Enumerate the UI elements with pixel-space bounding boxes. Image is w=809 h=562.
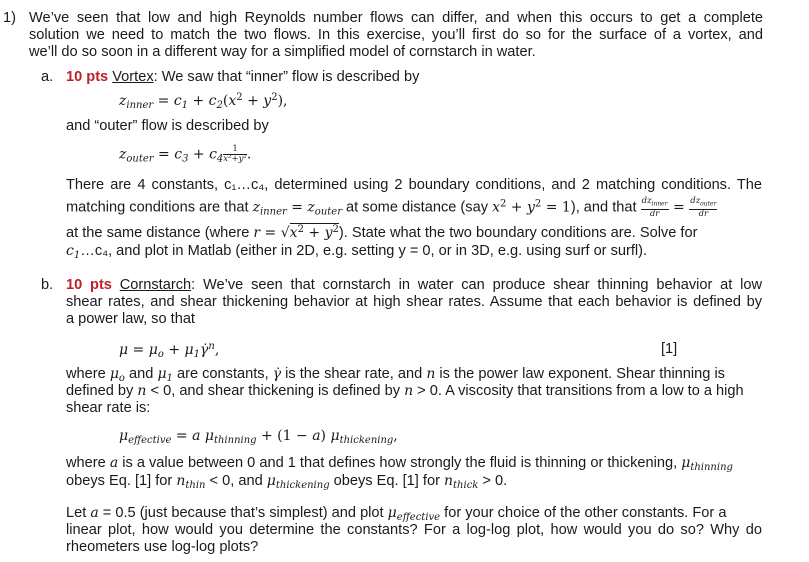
part-b-final-line-2: linear plot, how would you determine the constants? For a log-log plot, how would you do so? Why do [66, 522, 762, 538]
part-b-final-line-1: Let a = 0.5 (just because that’s simplest) and plot $\mu_{effective}$ for your choice of the other constants. For a [66, 505, 727, 523]
part-b-line-3: a power law, so that [66, 311, 195, 327]
part-b-line-1: 10 pts Cornstarch: We’ve seen that cornstarch in water can produce shear thinning behavior at low [66, 277, 763, 293]
part-a-body-4: $c_1\dots c_4$, and plot in Matlab (either in 2D, e.g. setting y = 0, or in 3D, e.g. using surf or surfl). [66, 243, 648, 261]
part-b-final-line-3: rheometers use log-log plots? [66, 539, 259, 555]
part-b-where-2: defined by n < 0, and shear thickening is defined by n > 0. A viscosity that transitions from a low to a high [66, 383, 744, 399]
part-b-letter: b. [41, 277, 54, 293]
part-a-points: 10 pts [66, 69, 109, 85]
intro-line-3: we’ll do so soon in a different way for a simplified model of cornstarch in water. [29, 44, 536, 60]
part-a-letter: a. [41, 69, 54, 85]
inner-flow-equation: $z_{inner} = c_1 + c_2(x^2 + y^2)$, [119, 92, 288, 111]
equation-tag: [1] [661, 341, 678, 357]
part-a-body-3: at the same distance (where $r = √x^2 + y^2$). State what the two boundary conditions are. Solve for [66, 224, 698, 241]
problem-number: 1) [3, 10, 16, 26]
part-a-outer-lead: and “outer” flow is described by [66, 118, 269, 134]
part-b-alpha-line: where a is a value between 0 and 1 that defines how strongly the fluid is thinning or thickening, $\mu_{thinning}$ [66, 455, 733, 473]
part-a-lead: : We saw that “inner” flow is described by [153, 69, 420, 85]
part-b-where-3: shear rate is: [66, 400, 151, 416]
effective-viscosity-equation: $\mu_{effective} = a$ $\mu_{thinning} + (1 - a)$ $\mu_{thickening}$, [119, 428, 398, 446]
part-a-body-1: There are 4 constants, c₁…c₄, determined using 2 boundary conditions, and 2 matching conditions. The [66, 177, 762, 193]
part-a-heading [66, 69, 419, 85]
part-b-obeys-line: obeys Eq. [1] for $n_{thin} < 0$, and $\mu_{thickening}$ obeys Eq. [1] for $n_{thick} > 0$. [66, 473, 508, 491]
intro-line-1: We’ve seen that low and high Reynolds number flows can differ, and when this occurs to get a complete [29, 10, 763, 26]
intro-line-2: solution we need to match the two flows. In this exercise, you’ll first do so for the surface of a vortex, and [29, 27, 763, 43]
part-b-line-2: shear rates, and shear thickening behavior at high shear rates. Assume that each behavior is defined by [66, 294, 762, 310]
power-law-equation: $\mu = \mu_o$ + $\mu_1\gammȧ^n$, [119, 341, 220, 360]
part-b-where-1: where $\mu_o$ and $\mu_1$ are constants, γ̇ is the shear rate, and n is the power law exponent. Shear thinning is [66, 366, 725, 384]
outer-flow-equation: $z_{outer} = c_3 + c_4$ $\frac{1}{\text{x²+y²}}$ . [119, 144, 252, 165]
part-a-topic: Vortex [112, 69, 154, 85]
part-a-body-2: matching conditions are that $z_{inner} = z_{outer}$ at some distance (say $x^2 + y^2 = 1$), and that $\frac{dz_{inner}}{dr}$ = $\frac{dz_{outer}}{dr}$ [66, 196, 717, 219]
